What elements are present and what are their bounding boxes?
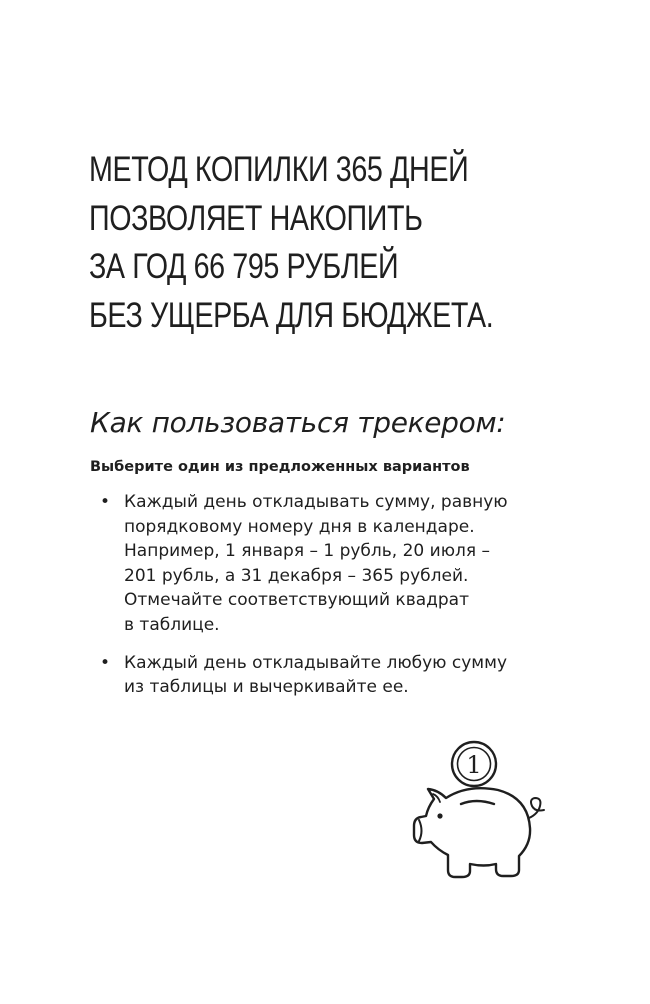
pig-tail xyxy=(529,798,544,818)
headline xyxy=(89,146,515,340)
howto-title: Как пользоваться трекером: xyxy=(90,406,506,439)
option-line: Каждый день откладывать сумму, равную xyxy=(124,492,508,512)
pig-snout xyxy=(419,820,422,841)
headline-line: ЗА ГОД 66 795 РУБЛЕЙ xyxy=(89,247,399,286)
option-line: из таблицы и вычеркивайте ее. xyxy=(124,677,409,698)
option-line: 201 рубль, а 31 декабря – 365 рублей. xyxy=(124,565,469,586)
headline-line: ПОЗВОЛЯЕТ НАКОПИТЬ xyxy=(89,198,423,238)
bullet-icon: • xyxy=(100,492,111,512)
coin-slot xyxy=(461,801,494,804)
piggy-bank-icon xyxy=(398,732,548,892)
option-line: порядковому номеру дня в календаре. xyxy=(124,516,475,537)
list-item xyxy=(100,651,564,700)
option-line: Отмечайте соответствующий квадрат xyxy=(124,590,469,611)
list-item xyxy=(100,490,564,638)
options-list xyxy=(100,490,564,700)
bullet-icon: • xyxy=(100,652,111,673)
option-line: в таблице. xyxy=(124,614,220,635)
coin-label: 1 xyxy=(466,751,482,779)
howto-lead: Выберите один из предложенных вариантов xyxy=(90,459,470,475)
headline-line: БЕЗ УЩЕРБА ДЛЯ БЮДЖЕТА. xyxy=(89,295,494,335)
coin-icon xyxy=(452,742,496,786)
option-line: Например, 1 января – 1 рубль, 20 июля – xyxy=(124,541,490,562)
headline-line: МЕТОД КОПИЛКИ 365 ДНЕЙ xyxy=(89,150,469,189)
pig-eye xyxy=(437,813,442,818)
option-line: Каждый день откладывайте любую сумму xyxy=(124,652,508,673)
